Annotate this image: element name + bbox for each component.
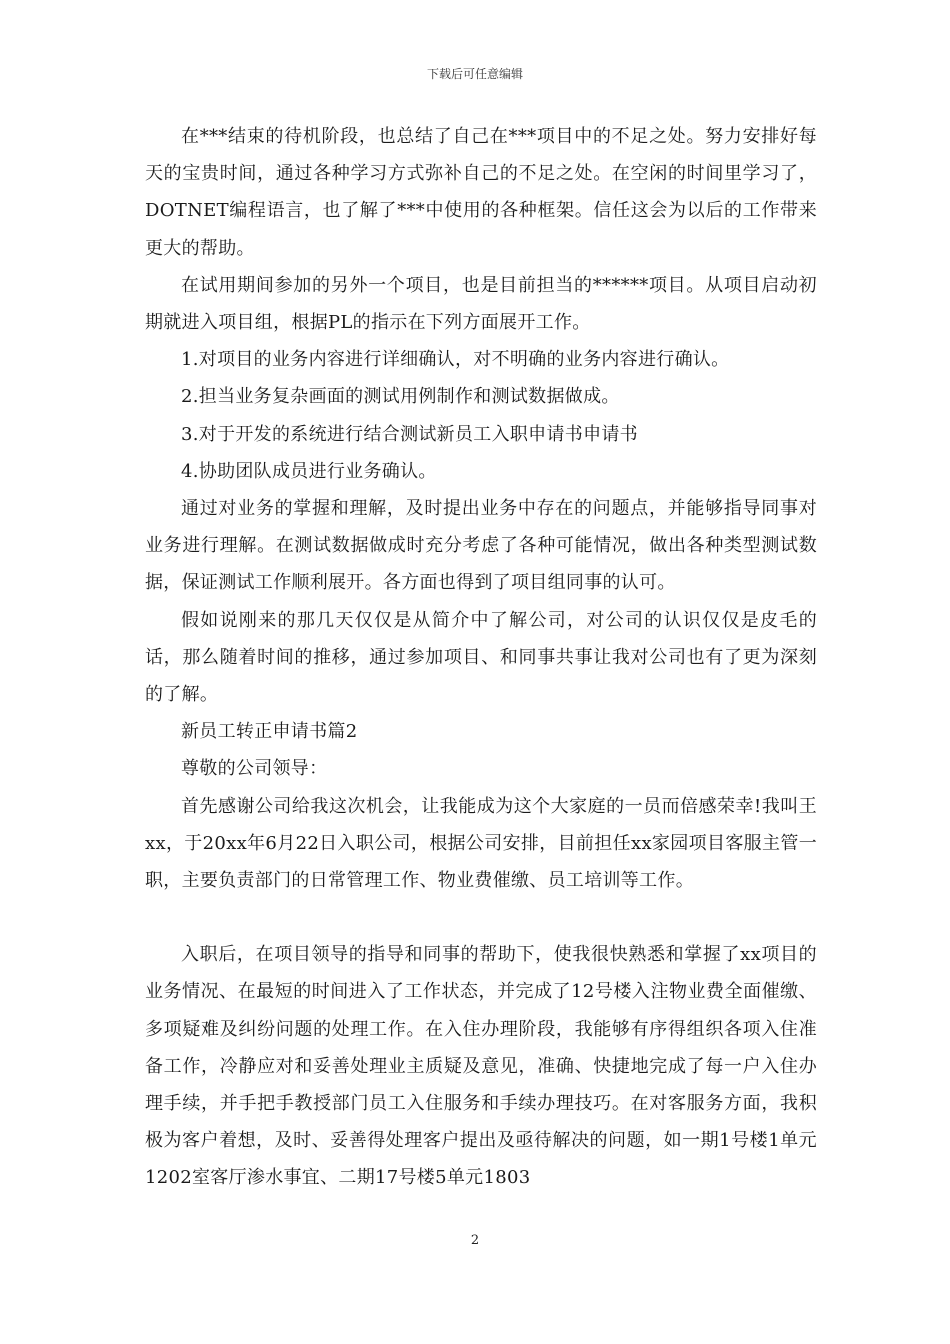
- salutation: 尊敬的公司领导：: [181, 758, 328, 780]
- document-body: [145, 118, 817, 1197]
- paragraph-6: 入职后，在项目领导的指导和同事的帮助下，使我很快熟悉和掌握了xx项目的业务情况、在最短的时间进入了工作状态，并完成了12号楼入注物业费全面催缴、多项疑难及纠纷问题的处理工作。在入住办理阶段，我能够有序得组织各项入住准备工作，冷静应对和妥善处理业主质疑及意见，准确、快捷地完成了每一户入住办理手续，并手把手教授部门员工入住服务和手续办理技巧。在对客服务方面，我积极为客户着想，及时、妥善得处理客户提出及亟待解决的问题，如一期1号楼1单元1202室客厅渗水事宜、二期17号楼5单元1803: [145, 944, 817, 1189]
- list-item-1: 1.对项目的业务内容进行详细确认，对不明确的业务内容进行确认。: [181, 349, 730, 371]
- list-item-2: 2.担当业务复杂画面的测试用例制作和测试数据做成。: [181, 386, 620, 408]
- list-item-4: 4.协助团队成员进行业务确认。: [181, 460, 437, 482]
- paragraph-4: 假如说刚来的那几天仅仅是从简介中了解公司，对公司的认识仅仅是皮毛的话，那么随着时间的推移，通过参加项目、和同事共事让我对公司也有了更为深刻的了解。: [145, 609, 817, 706]
- paragraph-5: 首先感谢公司给我这次机会，让我能成为这个大家庭的一员而倍感荣幸!我叫王xx，于20xx年6月22日入职公司，根据公司安排，目前担任xx家园项目客服主管一职，主要负责部门的日常管理工作、物业费催缴、员工培训等工作。: [145, 795, 817, 892]
- paragraph-1: 在***结束的待机阶段，也总结了自己在***项目中的不足之处。努力安排好每天的宝贵时间，通过各种学习方式弥补自己的不足之处。在空闲的时间里学习了，DOTNET编程语言，也了解了***中使用的各种框架。信任这会为以后的工作带来更大的帮助。: [145, 126, 817, 259]
- page-header-note: 下载后可任意编辑: [426, 67, 523, 81]
- paragraph-3: 通过对业务的掌握和理解，及时提出业务中存在的问题点，并能够指导同事对业务进行理解。在测试数据做成时充分考虑了各种可能情况，做出各种类型测试数据，保证测试工作顺利展开。各方面也得到了项目组同事的认可。: [145, 498, 817, 594]
- section-title: 新员工转正申请书篇2: [181, 721, 358, 743]
- list-item-3: 3.对于开发的系统进行结合测试新员工入职申请书申请书: [181, 423, 638, 445]
- page-number: 2: [470, 1233, 480, 1248]
- paragraph-2: 在试用期间参加的另外一个项目，也是目前担当的******项目。从项目启动初期就进入项目组，根据PL的指示在下列方面展开工作。: [145, 274, 817, 334]
